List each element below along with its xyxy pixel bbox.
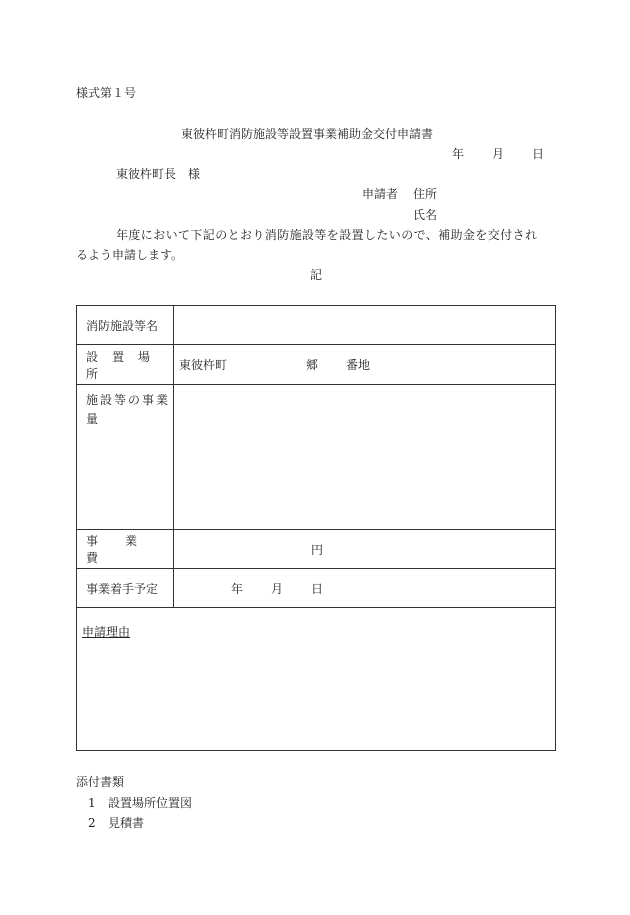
- schedule-label: 事業着手予定: [77, 569, 174, 608]
- location-field[interactable]: [174, 345, 556, 385]
- quantity-label-line-1: 施設等の事業: [86, 393, 171, 407]
- row-cost: [77, 530, 556, 569]
- schedule-day: 日: [311, 581, 324, 596]
- location-town: 東彼杵町: [179, 358, 228, 372]
- attachment-item-1-number: 1: [88, 796, 96, 810]
- reason-label: 申請理由: [82, 625, 131, 639]
- facility-name-field[interactable]: [174, 306, 556, 345]
- attachments-title: 添付書類: [76, 775, 125, 789]
- attachment-item-1-text: 設置場所位置図: [108, 796, 193, 810]
- location-label: 設置場所: [77, 345, 174, 385]
- document-title: 東彼杵町消防施設等設置事業補助金交付申請書: [181, 127, 434, 141]
- quantity-label: [77, 385, 174, 530]
- name-label: 氏名: [413, 208, 438, 222]
- facility-name-label: 消防施設等名: [77, 306, 174, 345]
- cost-field[interactable]: [174, 530, 556, 569]
- form-number: 様式第１号: [76, 86, 137, 100]
- attachment-item-2-text: 見積書: [108, 816, 145, 830]
- address-label: 住所: [413, 187, 438, 201]
- reason-field[interactable]: [77, 608, 556, 751]
- row-facility-name: [77, 306, 556, 345]
- cost-label: 事業費: [77, 530, 174, 569]
- schedule-year: 年: [231, 581, 244, 596]
- attachment-item-2-number: 2: [88, 816, 96, 830]
- row-reason: [77, 608, 556, 751]
- ki-heading: 記: [310, 268, 323, 282]
- row-location: [77, 345, 556, 385]
- location-banchi: 番地: [346, 358, 371, 372]
- location-go: 郷: [306, 358, 319, 372]
- quantity-field[interactable]: [174, 385, 556, 530]
- schedule-field[interactable]: [174, 569, 556, 608]
- applicant-label: 申請者: [362, 187, 399, 201]
- date-day-label: 日: [532, 147, 545, 161]
- schedule-month: 月: [271, 581, 284, 596]
- date-year-label: 年: [452, 147, 465, 161]
- application-form-table: [76, 305, 556, 751]
- addressee: 東彼杵町長 様: [116, 167, 201, 181]
- date-month-label: 月: [492, 147, 505, 161]
- body-text-line-1: 年度において下記のとおり消防施設等を設置したいので、補助金を交付され: [116, 228, 538, 242]
- quantity-label-line-2: 量: [86, 412, 101, 426]
- cost-unit: 円: [311, 542, 324, 557]
- row-schedule: [77, 569, 556, 608]
- body-text-line-2: るよう申請します。: [76, 248, 184, 262]
- row-quantity: [77, 385, 556, 530]
